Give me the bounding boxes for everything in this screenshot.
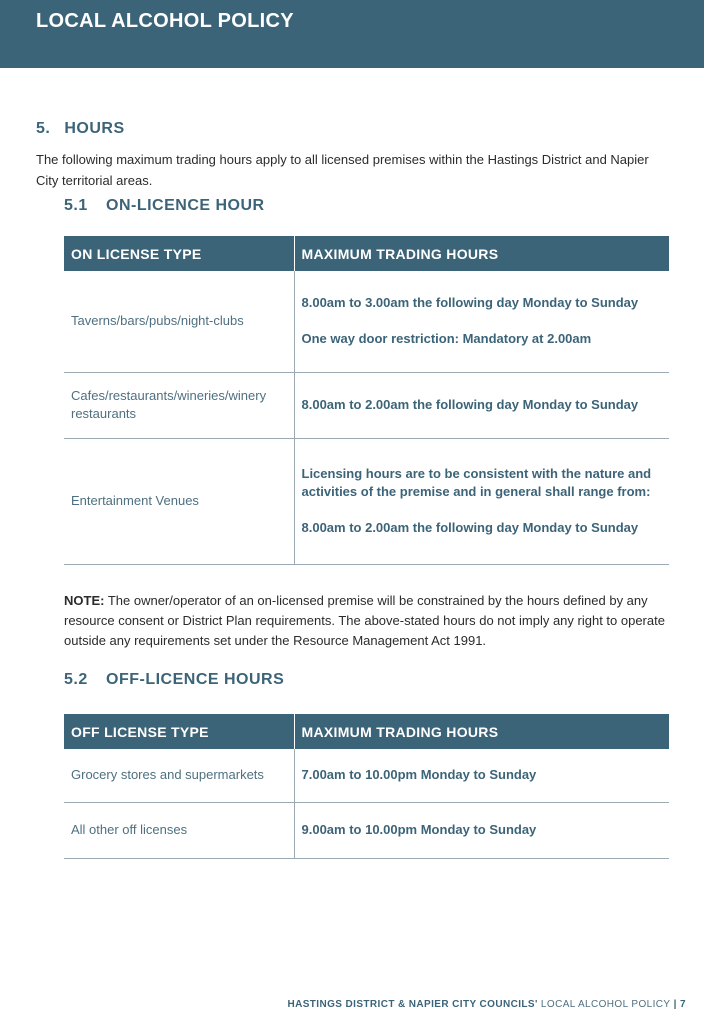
column-header-hours: MAXIMUM TRADING HOURS xyxy=(294,236,669,271)
licence-type-cell: Taverns/bars/pubs/night-clubs xyxy=(64,271,294,372)
page-title: LOCAL ALCOHOL POLICY xyxy=(36,10,294,32)
off-licence-table xyxy=(64,714,669,859)
header-banner xyxy=(0,0,704,68)
section-title: HOURS xyxy=(64,120,125,137)
note-text: The owner/operator of an on-licensed premise will be constrained by the hours defined by any resource consent or District Plan requirements. The above-stated hours do not imply any right to operate outside any requirements set under the Resource Management Act 1991. xyxy=(64,593,665,648)
trading-hours-cell: 8.00am to 2.00am the following day Monday to Sunday xyxy=(294,372,669,438)
trading-hours-text: 8.00am to 3.00am the following day Monday to Sunday xyxy=(301,295,639,311)
intro-paragraph: The following maximum trading hours apply to all licensed premises within the Hastings District and Napier City territorial areas. xyxy=(36,152,649,188)
trading-hours-text: 8.00am to 2.00am the following day Monday to Sunday xyxy=(301,520,639,535)
table-row xyxy=(64,749,669,802)
licence-type-cell: Grocery stores and supermarkets xyxy=(64,749,294,802)
on-licence-table xyxy=(64,236,669,565)
table-row xyxy=(64,271,669,372)
on-licence-number: 5.1 xyxy=(64,197,88,214)
trading-hours-text: Licensing hours are to be consistent with the nature and activities of the premise and in general shall range from: xyxy=(301,466,652,499)
footer-org: HASTINGS DISTRICT & NAPIER CITY COUNCILS' xyxy=(287,999,538,1010)
trading-hours-cell: 9.00am to 10.00pm Monday to Sunday xyxy=(294,802,669,858)
trading-hours-cell xyxy=(294,271,669,372)
off-licence-number: 5.2 xyxy=(64,671,88,688)
licence-type-cell: Cafes/restaurants/wineries/winery restaurants xyxy=(64,372,294,438)
table-row xyxy=(64,802,669,858)
table-header-row xyxy=(64,236,669,271)
trading-hours-text: One way door restriction: Mandatory at 2.00am xyxy=(301,331,592,347)
column-header-type: OFF LICENSE TYPE xyxy=(64,714,294,749)
on-licence-heading xyxy=(64,197,265,215)
column-header-hours: MAXIMUM TRADING HOURS xyxy=(294,714,669,749)
section-number: 5. xyxy=(36,120,51,137)
trading-hours-cell xyxy=(294,438,669,564)
trading-hours-cell: 7.00am to 10.00pm Monday to Sunday xyxy=(294,749,669,802)
column-header-type: ON LICENSE TYPE xyxy=(64,236,294,271)
off-licence-heading xyxy=(64,671,284,689)
on-licence-title: ON-LICENCE HOUR xyxy=(106,197,265,214)
table-header-row xyxy=(64,714,669,749)
off-licence-title: OFF-LICENCE HOURS xyxy=(106,671,285,688)
table-row xyxy=(64,438,669,564)
note-paragraph xyxy=(64,591,674,651)
licence-type-cell: Entertainment Venues xyxy=(64,438,294,564)
licence-type-cell: All other off licenses xyxy=(64,802,294,858)
section-heading xyxy=(36,120,125,138)
page-number: | 7 xyxy=(670,999,686,1010)
footer-doc-title: LOCAL ALCOHOL POLICY xyxy=(537,999,671,1010)
page-footer xyxy=(287,999,686,1010)
table-row xyxy=(64,372,669,438)
note-label: NOTE: xyxy=(64,593,105,608)
